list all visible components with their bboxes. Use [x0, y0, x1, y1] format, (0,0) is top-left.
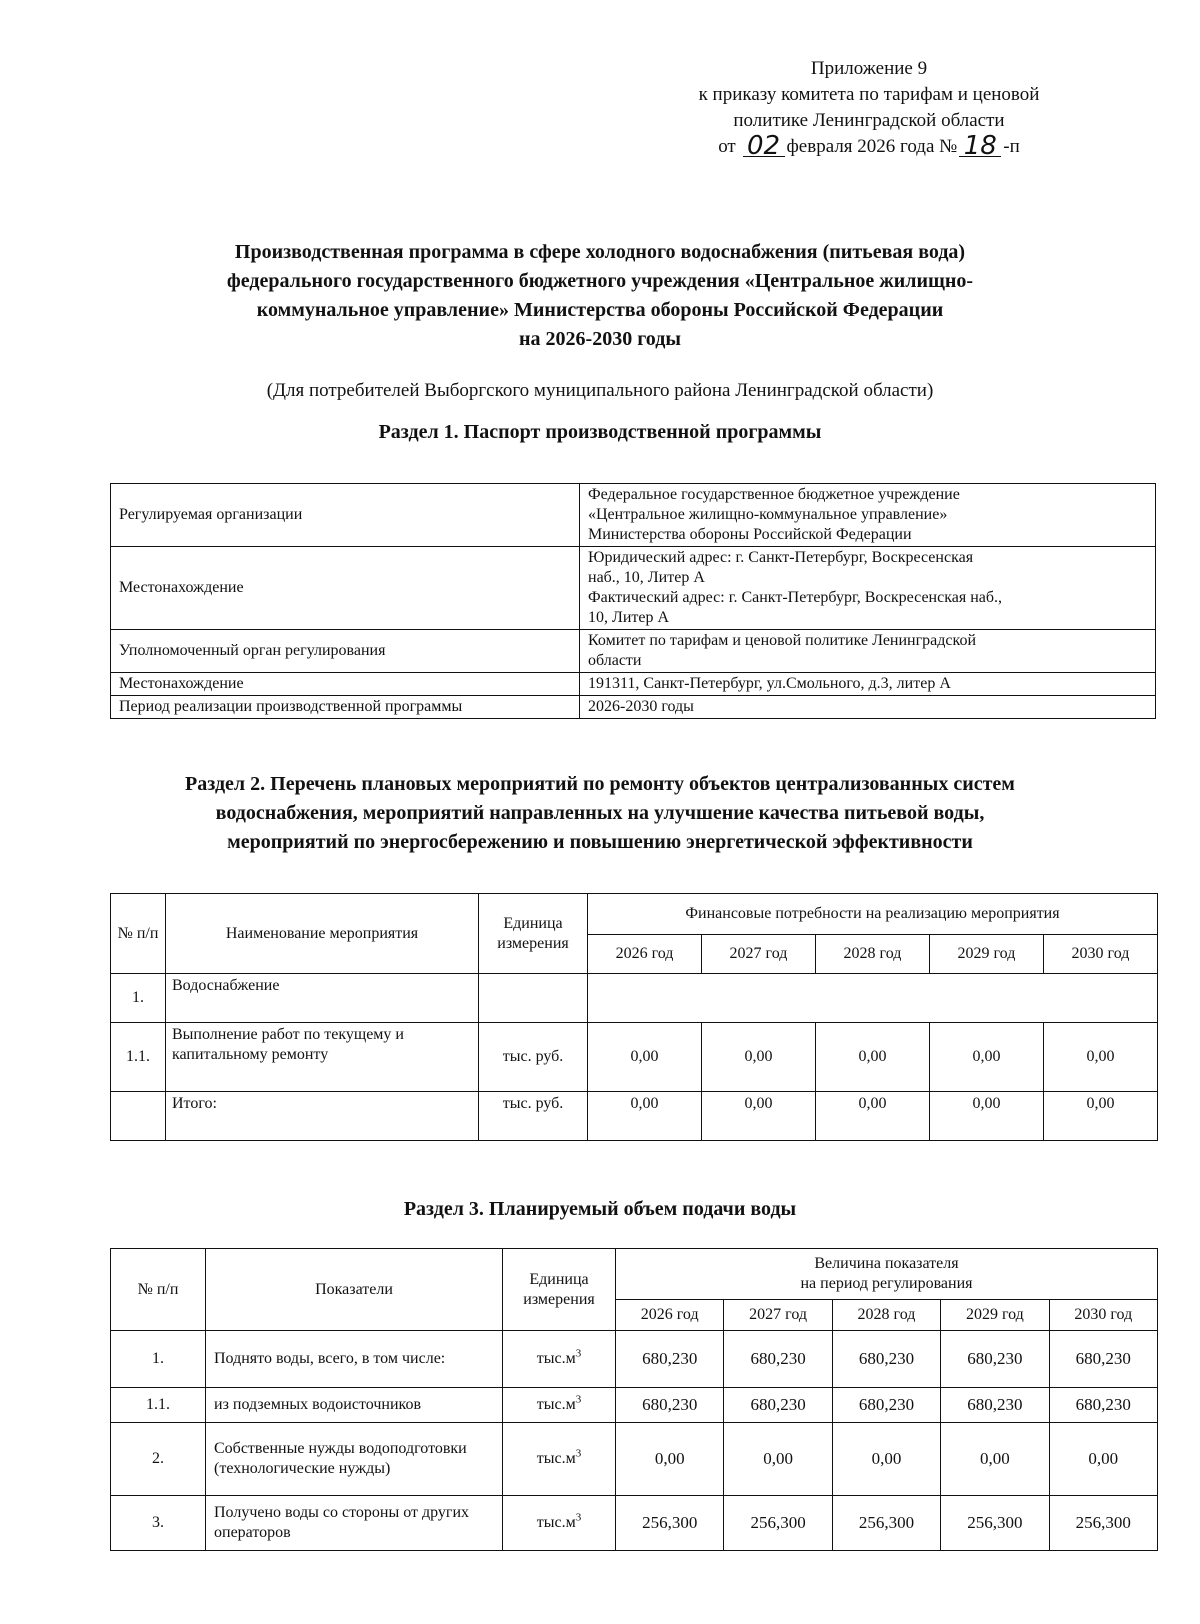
measure-row	[111, 974, 1158, 1023]
indicator-unit	[503, 1388, 616, 1423]
appendix-committee-line: политике Ленинградской области	[733, 110, 1005, 131]
measure-num: 1.1.	[111, 1023, 166, 1092]
unit-exponent: 3	[575, 1511, 582, 1524]
passport-label: Местонахождение	[111, 547, 580, 630]
indicator-value: 0,00	[1049, 1423, 1157, 1496]
indicator-name: Поднято воды, всего, в том числе:	[206, 1331, 503, 1388]
measure-name: Выполнение работ по текущему и капитальному ремонту	[166, 1023, 479, 1092]
passport-value	[580, 630, 1156, 673]
section3-title: Раздел 3. Планируемый объем подачи воды	[403, 1198, 797, 1220]
passport-value	[580, 484, 1156, 547]
passport-value-line: «Центральное жилищно-коммунальное управление»	[588, 506, 948, 523]
header-indicators: Показатели	[206, 1249, 503, 1331]
measure-value: 0,00	[929, 1092, 1043, 1141]
handwritten-order-number: 18	[959, 136, 1001, 157]
measure-unit: тыс. руб.	[479, 1023, 588, 1092]
passport-row	[111, 696, 1156, 719]
measure-value: 0,00	[815, 1023, 929, 1092]
measure-value: 0,00	[1043, 1092, 1157, 1141]
unit-base: тыс.м	[536, 1350, 576, 1367]
unit-exponent: 3	[575, 1347, 582, 1360]
appendix-order-line: к приказу комитета по тарифам и ценовой	[698, 84, 1040, 105]
indicator-value: 680,230	[1049, 1331, 1157, 1388]
indicator-value: 256,300	[1049, 1496, 1157, 1551]
unit-base: тыс.м	[536, 1450, 576, 1467]
indicator-value: 256,300	[941, 1496, 1049, 1551]
document-subtitle: (Для потребителей Выборгского муниципального района Ленинградской области)	[266, 380, 934, 401]
date-prefix: от	[718, 136, 736, 157]
header-unit: Единица измерения	[479, 894, 588, 974]
title-line-4: на 2026-2030 годы	[519, 328, 681, 350]
indicator-value: 0,00	[724, 1423, 832, 1496]
measure-unit: тыс. руб.	[479, 1092, 588, 1141]
measure-value: 0,00	[1043, 1023, 1157, 1092]
indicator-value: 256,300	[832, 1496, 940, 1551]
measure-value: 0,00	[701, 1023, 815, 1092]
unit-exponent: 3	[575, 1447, 582, 1460]
document-title	[120, 238, 1080, 354]
indicator-value: 680,230	[724, 1388, 832, 1423]
section1-title: Раздел 1. Паспорт производственной программы	[378, 421, 822, 443]
measure-num	[111, 1092, 166, 1141]
measure-value: 0,00	[588, 1023, 702, 1092]
passport-value-line: 10, Литер А	[588, 609, 670, 626]
appendix-number: Приложение 9	[810, 58, 928, 79]
unit-base: тыс.м	[536, 1514, 576, 1531]
passport-row	[111, 673, 1156, 696]
measure-name: Итого:	[166, 1092, 479, 1141]
measure-value: 0,00	[701, 1092, 815, 1141]
indicator-value: 680,230	[941, 1331, 1049, 1388]
indicator-row	[111, 1496, 1158, 1551]
measure-row	[111, 1092, 1158, 1141]
passport-label: Уполномоченный орган регулирования	[111, 630, 580, 673]
indicator-unit	[503, 1496, 616, 1551]
passport-row	[111, 630, 1156, 673]
indicator-num: 1.	[111, 1331, 206, 1388]
passport-value-line: области	[588, 652, 642, 669]
passport-label: Регулируемая организации	[111, 484, 580, 547]
passport-value-line: Комитет по тарифам и ценовой политике Ленинградской	[588, 632, 977, 649]
indicator-row	[111, 1331, 1158, 1388]
header-num: № п/п	[111, 894, 166, 974]
title-line-2: федерального государственного бюджетного учреждения «Центральное жилищно-	[226, 270, 974, 292]
measure-value: 0,00	[815, 1092, 929, 1141]
indicator-value: 680,230	[616, 1388, 724, 1423]
indicator-value: 680,230	[724, 1331, 832, 1388]
header-unit: Единица измерения	[503, 1249, 616, 1331]
indicator-value: 680,230	[941, 1388, 1049, 1423]
indicator-value: 680,230	[1049, 1388, 1157, 1423]
passport-value-line: Федеральное государственное бюджетное учреждение	[588, 486, 960, 503]
indicator-value: 680,230	[832, 1388, 940, 1423]
section2-title: Раздел 2. Перечень плановых мероприятий по ремонту объектов централизованных систем водоснабжения, мероприятий направленных на улучшение качества питьевой воды, мероприятий по энергосбережению и повышению энергетической эффективности	[185, 773, 1015, 853]
header-finance: Финансовые потребности на реализацию мероприятия	[588, 894, 1158, 935]
appendix-header	[634, 56, 1104, 160]
header-year: 2029 год	[929, 935, 1043, 974]
unit-base: тыс.м	[536, 1396, 576, 1413]
indicator-value: 0,00	[832, 1423, 940, 1496]
measure-value: 0,00	[929, 1023, 1043, 1092]
indicator-value: 680,230	[832, 1331, 940, 1388]
passport-value	[580, 547, 1156, 630]
title-line-3: коммунальное управление» Министерства обороны Российской Федерации	[256, 299, 944, 321]
indicator-name: Собственные нужды водоподготовки (технологические нужды)	[206, 1423, 503, 1496]
indicator-unit	[503, 1423, 616, 1496]
header-name: Наименование мероприятия	[166, 894, 479, 974]
header-year: 2029 год	[941, 1300, 1049, 1331]
passport-label: Местонахождение	[111, 673, 580, 696]
passport-value-line: Фактический адрес: г. Санкт-Петербург, Воскресенская наб.,	[588, 589, 1003, 606]
passport-label: Период реализации производственной программы	[111, 696, 580, 719]
header-year: 2030 год	[1043, 935, 1157, 974]
indicator-value: 680,230	[616, 1331, 724, 1388]
passport-value-line: 191311, Санкт-Петербург, ул.Смольного, д.3, литер А	[588, 675, 951, 692]
passport-value-line: 2026-2030 годы	[588, 698, 694, 715]
passport-table	[110, 483, 1156, 719]
indicator-value: 256,300	[724, 1496, 832, 1551]
date-suffix: -п	[1003, 136, 1020, 157]
unit-exponent: 3	[575, 1393, 582, 1406]
header-year: 2027 год	[701, 935, 815, 974]
header-year: 2026 год	[588, 935, 702, 974]
indicator-unit	[503, 1331, 616, 1388]
header-year: 2027 год	[724, 1300, 832, 1331]
passport-value-line: наб., 10, Литер А	[588, 569, 705, 586]
indicator-name: Получено воды со стороны от других операторов	[206, 1496, 503, 1551]
indicator-row	[111, 1388, 1158, 1423]
indicator-num: 3.	[111, 1496, 206, 1551]
measure-row	[111, 1023, 1158, 1092]
header-year: 2026 год	[616, 1300, 724, 1331]
indicator-num: 1.1.	[111, 1388, 206, 1423]
appendix-date-line	[634, 131, 1104, 161]
indicator-value: 0,00	[616, 1423, 724, 1496]
measure-values-empty	[588, 974, 1158, 1023]
passport-row	[111, 547, 1156, 630]
indicator-value: 256,300	[616, 1496, 724, 1551]
header-year: 2028 год	[832, 1300, 940, 1331]
title-line-1: Производственная программа в сфере холодного водоснабжения (питьевая вода)	[234, 241, 966, 263]
indicator-row	[111, 1423, 1158, 1496]
passport-value	[580, 673, 1156, 696]
water-supply-table	[110, 1248, 1158, 1551]
handwritten-day: 02	[743, 136, 785, 157]
passport-value-line: Министерства обороны Российской Федерации	[588, 526, 912, 543]
indicator-name: из подземных водоисточников	[206, 1388, 503, 1423]
passport-value	[580, 696, 1156, 719]
measure-unit	[479, 974, 588, 1023]
header-year: 2028 год	[815, 935, 929, 974]
passport-row	[111, 484, 1156, 547]
indicator-num: 2.	[111, 1423, 206, 1496]
measure-num: 1.	[111, 974, 166, 1023]
passport-value-line: Юридический адрес: г. Санкт-Петербург, Воскресенская	[588, 549, 974, 566]
measure-value: 0,00	[588, 1092, 702, 1141]
measures-table	[110, 893, 1158, 1141]
header-num: № п/п	[111, 1249, 206, 1331]
measure-name: Водоснабжение	[166, 974, 479, 1023]
indicator-value: 0,00	[941, 1423, 1049, 1496]
header-value: Величина показателя на период регулирования	[616, 1249, 1158, 1300]
date-middle: февраля 2026 года №	[786, 136, 958, 157]
header-year: 2030 год	[1049, 1300, 1157, 1331]
